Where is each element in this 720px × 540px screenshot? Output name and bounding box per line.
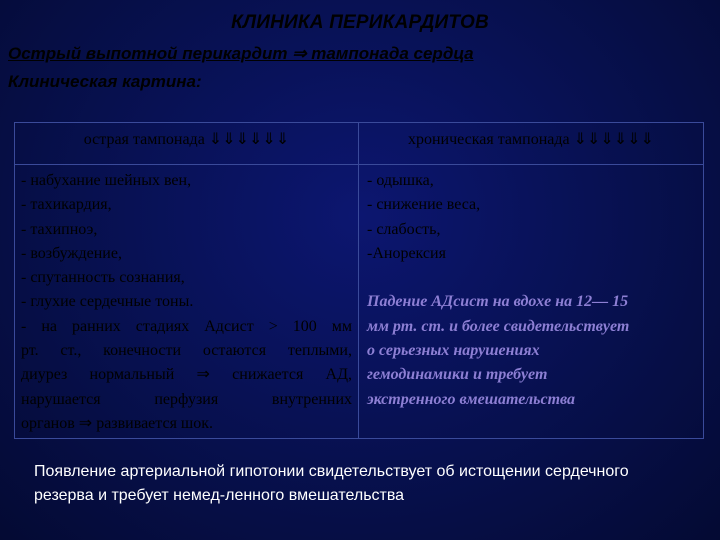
acute-symptom-11: органов ⇒ развивается шок. [21, 414, 214, 432]
acute-symptom-8: рт. ст., конечности остаются теплыми, [21, 342, 352, 360]
subtitle-underlined: Острый выпотной перикардит ⇒ тампонада сердца [8, 44, 474, 63]
chronic-symptom-4: -Анорексия [367, 244, 446, 262]
table-header-row [15, 123, 704, 165]
acute-symptom-6: - глухие сердечные тоны. [21, 293, 194, 311]
chronic-note-5: экстренного вмешательства [367, 390, 576, 408]
comparison-table [14, 122, 704, 439]
acute-symptom-3: - тахипноэ, [21, 220, 98, 238]
acute-symptom-1: - набухание шейных вен, [21, 172, 192, 189]
slide-title: КЛИНИКА ПЕРИКАРДИТОВ [231, 12, 489, 33]
footer-note: Появление артериальной гипотонии свидетельствует об истощении сердечного резерва и требует немед-ленного вмешательства [34, 463, 629, 504]
acute-symptom-2: - тахикардия, [21, 196, 112, 214]
subtitle-plain: Клиническая картина: [8, 72, 202, 91]
chronic-symptom-3: - слабость, [367, 220, 441, 238]
chronic-note-1: Падение АДсист на вдохе на 12— 15 [367, 293, 629, 311]
acute-symptom-4: - возбуждение, [21, 244, 122, 262]
acute-symptom-9: диурез нормальный ⇒ снижается АД, [21, 366, 352, 384]
chronic-symptoms-cell [359, 165, 704, 439]
chronic-symptom-1: - одышка, [367, 172, 434, 189]
acute-symptoms-cell [15, 165, 359, 439]
chronic-note-2: мм рт. ст. и более свидетельствует [367, 317, 630, 335]
acute-symptom-7: - на ранних стадиях Адсист > 100 мм [21, 317, 352, 335]
chronic-note-3: о серьезных нарушениях [367, 342, 540, 360]
header-acute-tamponade: острая тампонада ⇓⇓⇓⇓⇓⇓ [15, 123, 359, 165]
spacer [367, 266, 697, 290]
header-chronic-tamponade: хроническая тампонада ⇓⇓⇓⇓⇓⇓ [359, 123, 704, 165]
chronic-symptom-2: - снижение веса, [367, 196, 481, 214]
table-body-row [15, 165, 704, 439]
acute-symptom-10: нарушается перфузия внутренних [21, 390, 352, 408]
acute-symptom-5: - спутанность сознания, [21, 269, 185, 287]
chronic-note-4: гемодинамики и требует [367, 366, 548, 384]
